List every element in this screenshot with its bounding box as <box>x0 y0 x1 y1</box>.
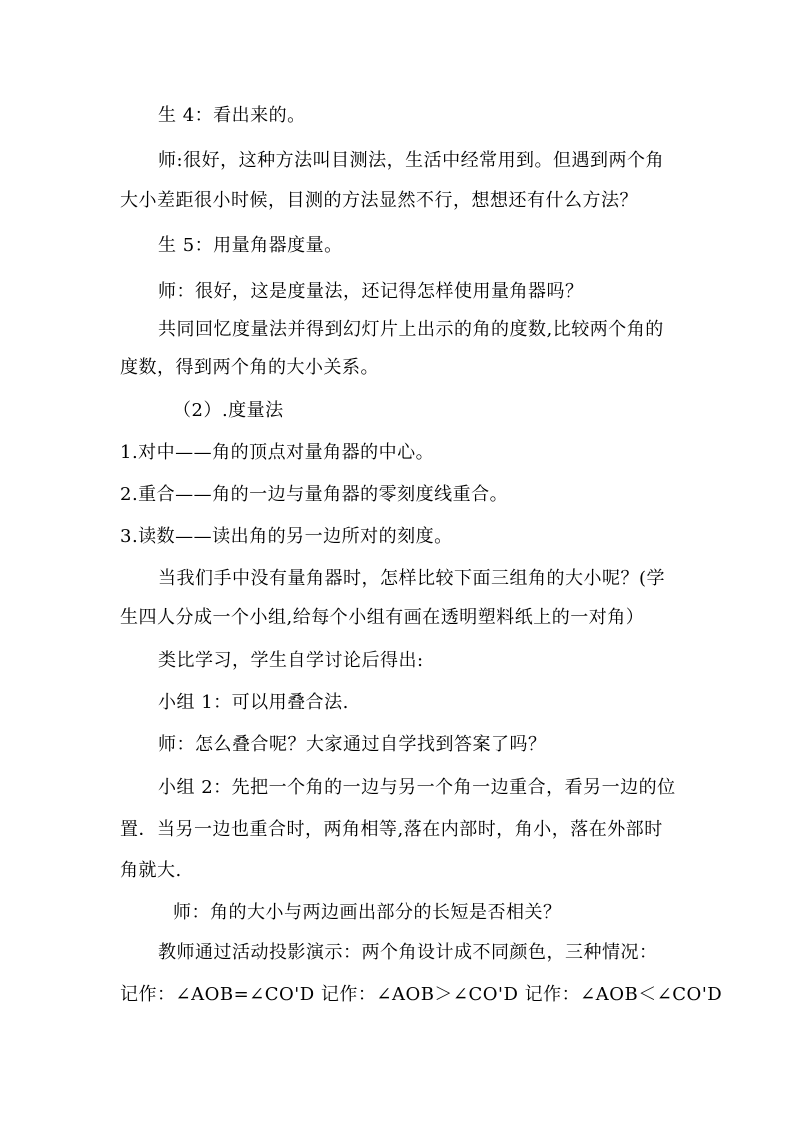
step-1-align-center: 1.对中——角的顶点对量角器的中心。 <box>120 442 435 463</box>
angle-notation-line: 记作：∠AOB=∠CO'D 记作：∠AOB＞∠CO'D 记作：∠AOB＜∠CO'D <box>120 984 723 1005</box>
dialogue-teacher-measure: 师：很好，这是度量法，还记得怎样使用量角器吗？ <box>158 281 584 302</box>
group-2-answer-line-3: 角就大. <box>120 860 182 881</box>
paragraph-recall-line-1: 共同回忆度量法并得到幻灯片上出示的角的度数,比较两个角的 <box>158 319 664 340</box>
question-no-protractor-line-1: 当我们手中没有量角器时，怎样比较下面三组角的大小呢？(学 <box>158 568 666 589</box>
dialogue-student-4: 生 4：看出来的。 <box>158 105 306 126</box>
dialogue-student-5: 生 5：用量角器度量。 <box>158 235 343 256</box>
section-heading-measure-method: （2）.度量法 <box>173 400 284 421</box>
group-2-answer-line-2: 置．当另一边也重合时，两角相等,落在内部时，角小，落在外部时 <box>120 819 663 840</box>
paragraph-recall-line-2: 度数，得到两个角的大小关系。 <box>120 357 379 378</box>
step-3-read: 3.读数——读出角的另一边所对的刻度。 <box>120 526 453 547</box>
dialogue-teacher-side-length: 师：角的大小与两边画出部分的长短是否相关？ <box>173 902 562 923</box>
analogy-learning: 类比学习，学生自学讨论后得出: <box>158 650 424 671</box>
dialogue-teacher-line-1: 师:很好，这种方法叫目测法，生活中经常用到。但遇到两个角 <box>158 150 665 171</box>
dialogue-teacher-how-overlap: 师：怎么叠合呢？大家通过自学找到答案了吗？ <box>158 734 547 755</box>
teacher-demo-description: 教师通过活动投影演示：两个角设计成不同颜色，三种情况： <box>158 942 658 963</box>
group-2-answer-line-1: 小组 2：先把一个角的一边与另一个角一边重合，看另一边的位 <box>158 777 676 798</box>
step-2-overlap: 2.重合——角的一边与量角器的零刻度线重合。 <box>120 484 509 505</box>
group-1-answer: 小组 1：可以用叠合法. <box>158 692 349 713</box>
dialogue-teacher-line-2: 大小差距很小时候，目测的方法显然不行，想想还有什么方法？ <box>120 190 638 211</box>
question-no-protractor-line-2: 生四人分成一个小组,给每个小组有画在透明塑料纸上的一对角） <box>120 607 645 628</box>
